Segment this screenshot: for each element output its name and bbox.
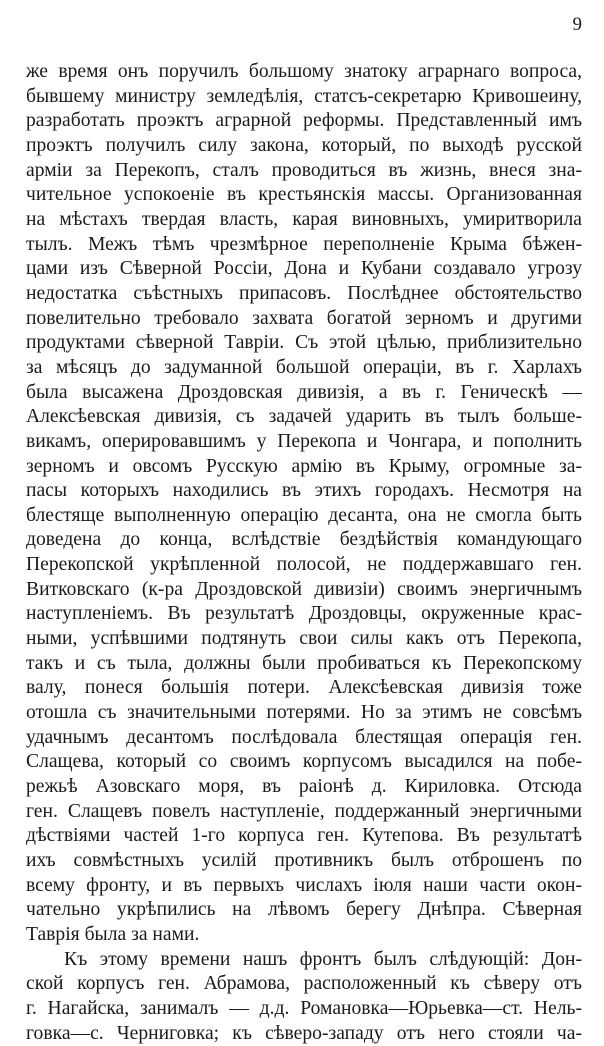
text-line: валу, понеся большія потери. Алексѣевская дивизія тоже	[26, 677, 582, 699]
text-line: блестяще выполненную операцію десанта, она не смогла быть	[26, 504, 582, 526]
text-line: наступленіемъ. Въ результатѣ Дроздовцы, окруженные крас-	[26, 603, 582, 625]
text-line: Витковскаго (к-ра Дроздовской дивизіи) своимъ энергичнымъ	[26, 578, 582, 600]
text-line: недостатка съѣстныхъ припасовъ. Послѣднее обстоятельство	[26, 282, 582, 304]
text-line: бывшему министру земледѣлія, статсъ-секретарю Кривошеину,	[26, 85, 582, 107]
text-line: викамъ, оперировавшимъ у Перекопа и Чонгара, и пополнить	[26, 430, 582, 452]
text-line: Таврія была за нами.	[26, 923, 200, 945]
text-line: повелительно требовало захвата богатой зерномъ и другими	[26, 307, 582, 329]
text-line: такъ и съ тыла, должны были пробиваться къ Перекопскому	[26, 652, 582, 674]
text-line: г. Нагайска, занималъ — д.д. Романовка—Юрьевка—ст. Нель-	[26, 997, 582, 1019]
text-line: ген. Слащевъ повелъ наступленіе, поддержанный энергичными	[26, 800, 582, 822]
text-line: разработать проэктъ аграрной реформы. Представленный имъ	[26, 110, 582, 132]
text-line: зерномъ и овсомъ Русскую армію въ Крыму, огромные за-	[26, 455, 582, 477]
text-line: Слащева, который со своимъ корпусомъ высадился на побе-	[26, 751, 582, 773]
text-line: всему фронту, и въ первыхъ числахъ іюля наши части окон-	[26, 874, 582, 896]
text-line: режьѣ Азовскаго моря, въ раіонѣ д. Кириловка. Отсюда	[26, 776, 582, 798]
text-line: тылъ. Межъ тѣмъ чрезмѣрное переполненіе Крыма бѣжен-	[26, 233, 582, 255]
text-line: говка—с. Черниговка; къ сѣверо-западу отъ него стояли ча-	[26, 1022, 582, 1044]
text-line: ными, успѣвшими подтянуть свои силы какъ отъ Перекопа,	[26, 628, 582, 650]
text-line: чительное успокоеніе въ крестьянскія массы. Организованная	[26, 184, 582, 206]
text-line: отошла съ значительными потерями. Но за этимъ не совсѣмъ	[26, 702, 582, 724]
text-line: арміи за Перекопъ, сталъ проводиться въ жизнь, внеся зна-	[26, 159, 582, 181]
text-line: на мѣстахъ твердая власть, карая виновныхъ, умиритворила	[26, 208, 582, 230]
text-line: была высажена Дроздовская дивизія, а въ г. Геническѣ —	[26, 381, 582, 403]
text-line: дѣствіями частей 1-го корпуса ген. Кутепова. Въ результатѣ	[26, 825, 582, 847]
text-line: удачнымъ десантомъ послѣдовала блестящая операція ген.	[26, 726, 582, 748]
text-line: продуктами сѣверной Таврiи. Съ этой цѣлью, приблизительно	[26, 332, 582, 354]
text-line: ихъ совмѣстныхъ усилій противникъ былъ отброшенъ по	[26, 850, 582, 871]
page-number: 9	[572, 14, 582, 35]
text-line: ской корпусъ ген. Абрамова, расположенный къ сѣверу отъ	[26, 973, 582, 995]
text-line: цами изъ Сѣверной Россіи, Дона и Кубани создавало угрозу	[26, 258, 582, 280]
text-line: доведена до конца, вслѣдствіе бездѣйствія командующаго	[26, 529, 582, 551]
text-line: Перекопской укрѣпленной полосой, не поддержавшаго ген.	[26, 554, 582, 576]
text-line: проэктъ получилъ силу закона, который, по выходѣ русской	[26, 134, 582, 156]
text-line: пасы которыхъ находились въ этихъ городахъ. Несмотря на	[26, 480, 582, 502]
text-line: за мѣсяцъ до задуманной большой операціи, въ г. Харлахъ	[26, 356, 582, 378]
text-line: чательно укрѣпились на лѣвомъ берегу Днѣпра. Сѣверная	[26, 899, 582, 921]
body-text	[26, 60, 582, 1046]
text-line: Къ этому времени нашъ фронтъ былъ слѣдующій: Дон-	[64, 948, 582, 970]
text-line: же время онъ поручилъ большому знатоку аграрнаго вопроса,	[26, 61, 582, 82]
text-line: Алексѣевская дивизія, съ задачей ударить въ тылъ больше-	[26, 406, 582, 428]
